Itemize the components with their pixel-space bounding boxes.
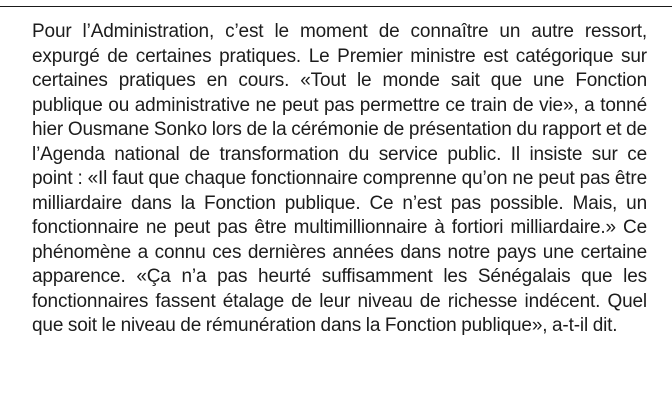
text-line: apparence. «Ça n’a pas heurté suffisamment les Sénégalais que les [32,266,647,287]
text-line: phénomène a connu ces dernières années dans notre pays une certaine [32,241,647,263]
text-line: hier Ousmane Sonko lors de la cérémonie de présentation du rapport et de [32,119,647,140]
top-divider [0,6,672,7]
text-line: que soit le niveau de rémunération dans la Fonction publique», a-t-il dit. [32,315,618,336]
text-line: certaines pratiques en cours. «Tout le monde sait que une Fonction [32,70,647,91]
text-line: fonctionnaire ne peut pas être multimillionnaire à fortiori milliardaire.» Ce [32,217,647,238]
text-line: l’Agenda national de transformation du service public. Il insiste sur ce [32,143,647,165]
article-body [32,20,647,414]
text-line: milliardaire dans la Fonction publique. Ce n’est pas possible. Mais, un [32,192,647,214]
text-line: Pour l’Administration, c’est le moment de connaître un autre ressort, [32,21,647,42]
text-line: point : «Il faut que chaque fonctionnaire comprenne qu’on ne peut pas être [32,168,647,189]
text-line: fonctionnaires fassent étalage de leur niveau de richesse indécent. Quel [32,290,647,312]
text-line: expurgé de certaines pratiques. Le Premier ministre est catégorique sur [32,45,647,67]
article-paragraph [32,20,647,339]
text-line: publique ou administrative ne peut pas permettre ce train de vie», a tonné [32,94,647,116]
